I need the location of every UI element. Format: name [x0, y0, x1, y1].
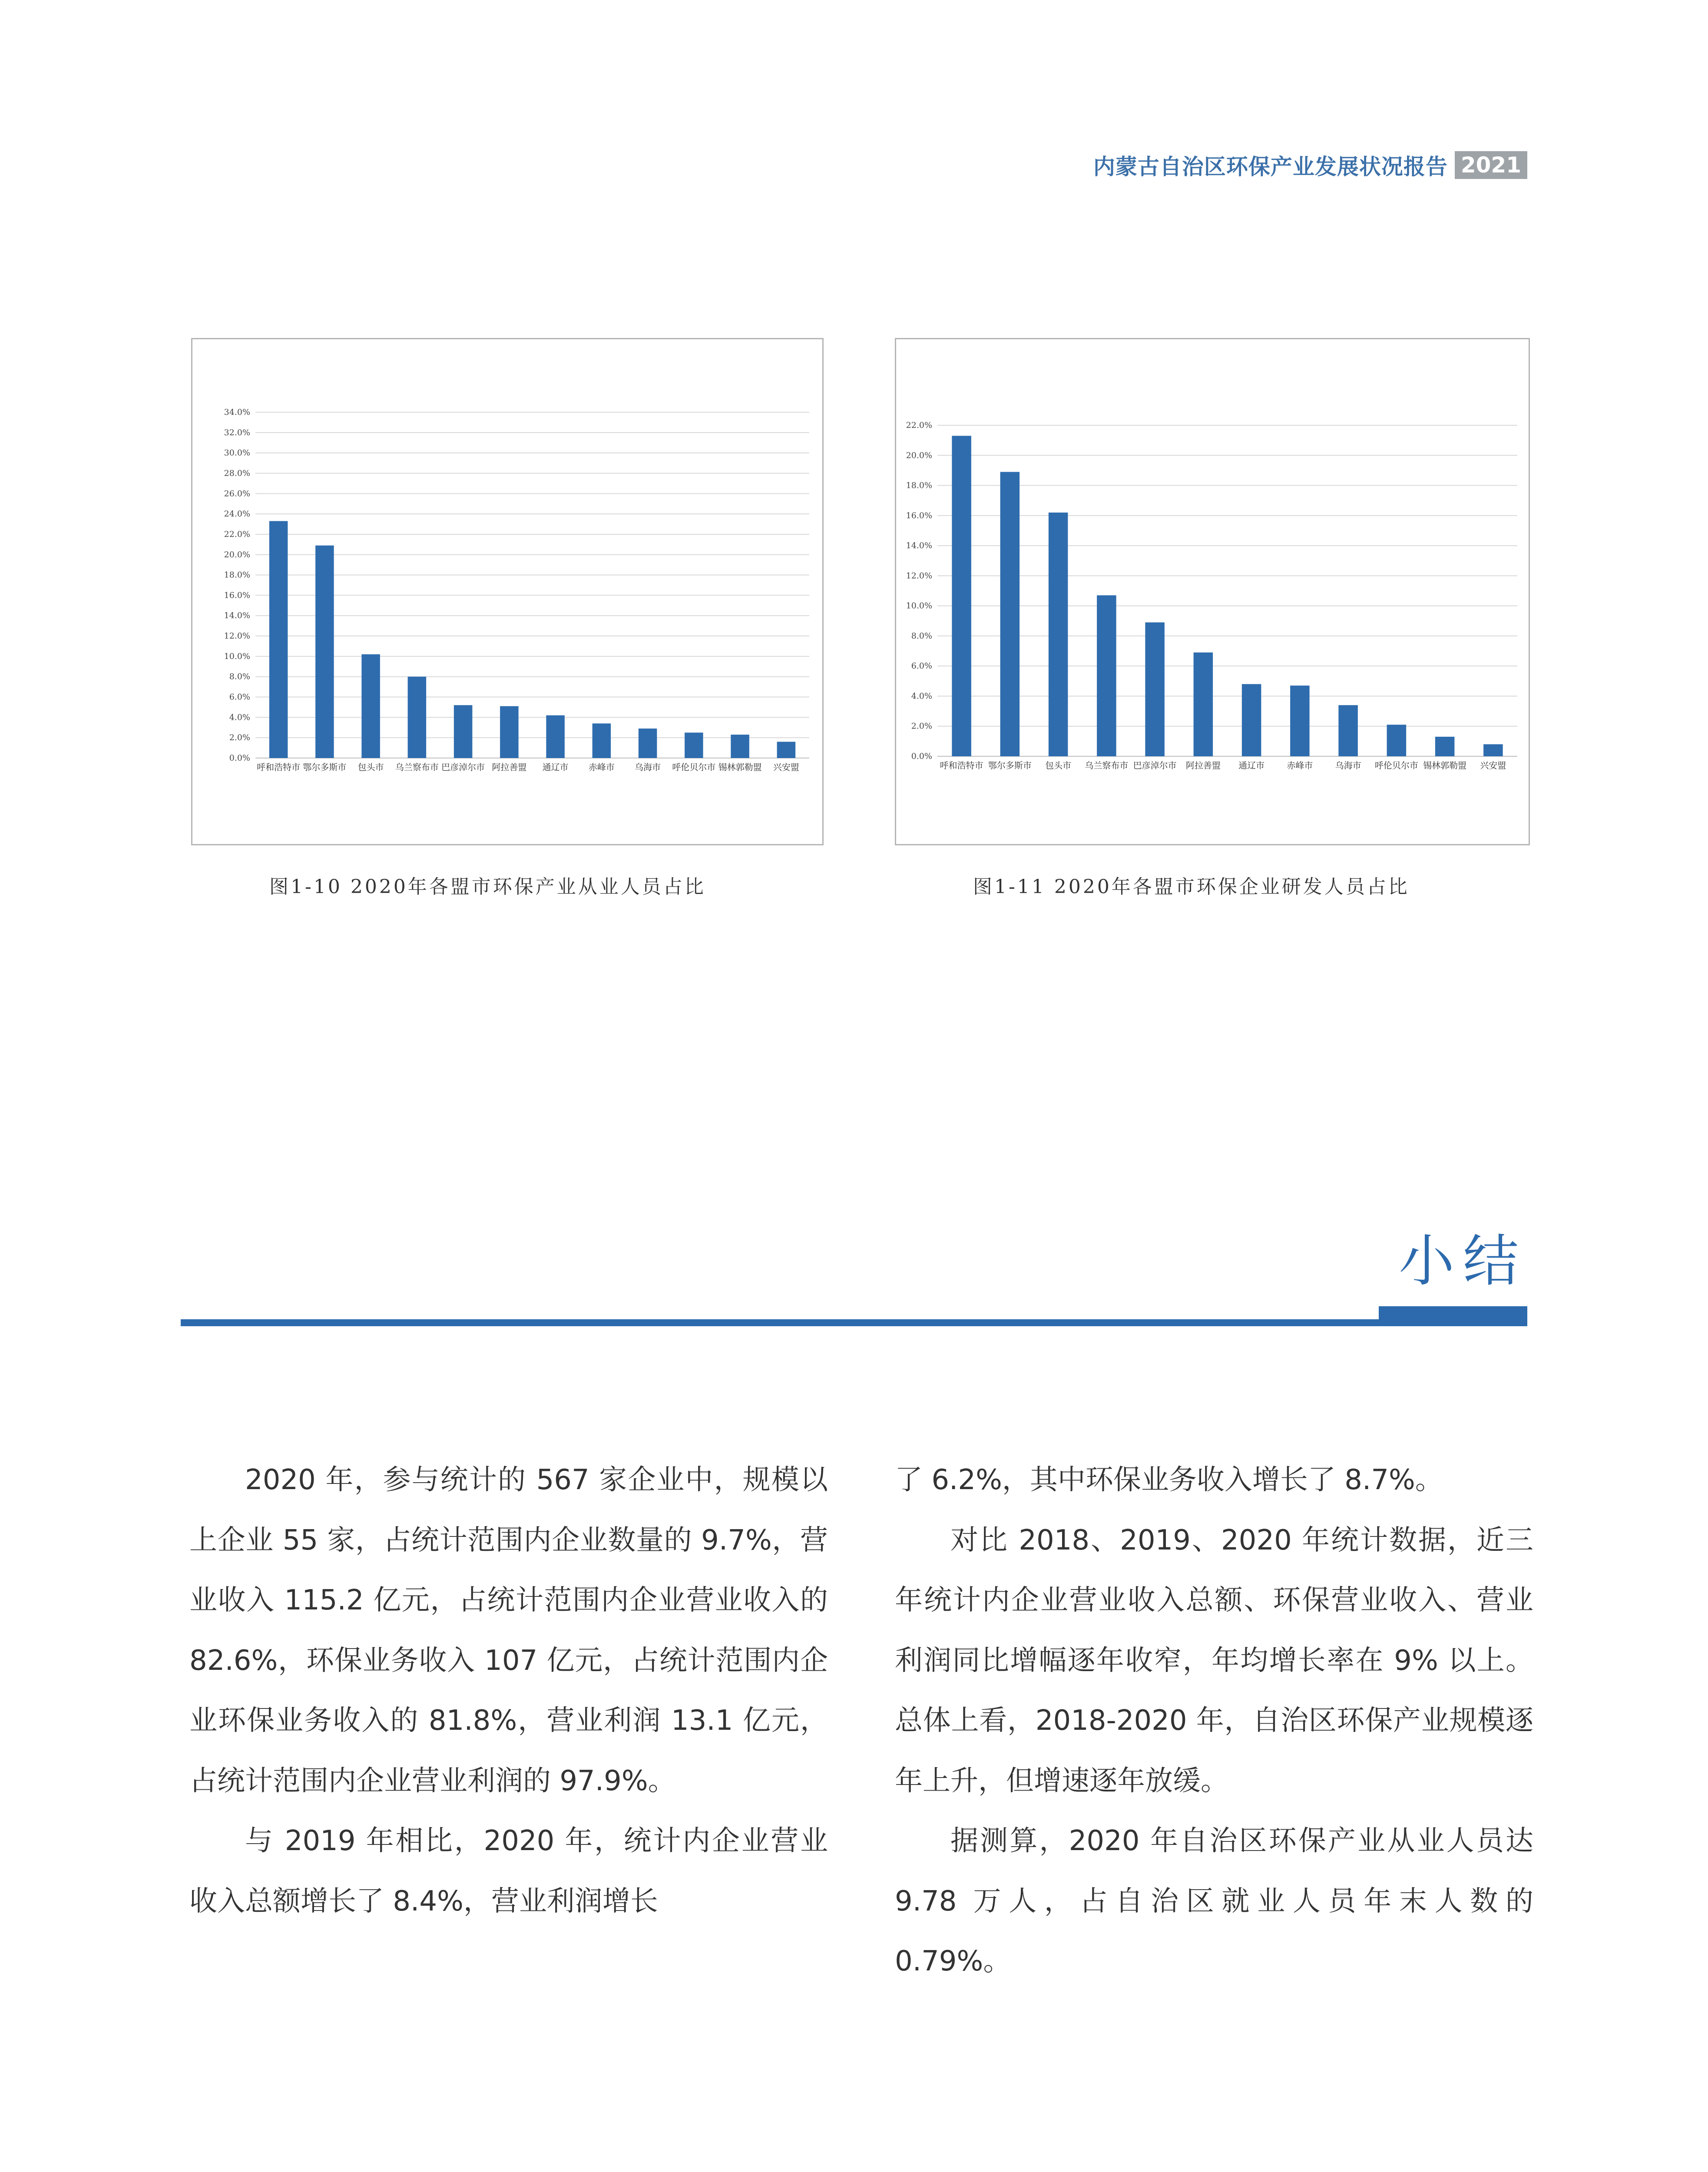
bar: [685, 732, 703, 758]
x-tick-label: 通辽市: [542, 762, 569, 772]
bar: [500, 706, 519, 758]
bar: [546, 715, 565, 758]
x-tick-label: 锡林郭勒盟: [1423, 760, 1467, 771]
bar: [777, 742, 796, 758]
y-tick-label: 22.0%: [906, 420, 932, 430]
x-tick-label: 阿拉善盟: [492, 762, 527, 772]
x-tick-label: 呼和浩特市: [940, 760, 983, 771]
bar: [593, 723, 611, 758]
y-tick-label: 18.0%: [906, 480, 932, 490]
bar: [408, 677, 427, 758]
y-tick-label: 20.0%: [224, 550, 250, 560]
report-title: 内蒙古自治区环保产业发展状况报告: [1093, 154, 1448, 179]
y-tick-label: 8.0%: [229, 672, 250, 682]
y-tick-label: 10.0%: [906, 601, 932, 611]
y-tick-label: 16.0%: [906, 510, 932, 520]
bar: [1338, 705, 1358, 756]
x-tick-label: 乌海市: [1335, 760, 1361, 771]
y-tick-label: 18.0%: [224, 570, 250, 580]
y-tick-label: 12.0%: [224, 631, 250, 641]
bar: [952, 436, 971, 756]
y-tick-label: 6.0%: [229, 692, 250, 702]
x-tick-label: 赤峰市: [588, 762, 615, 772]
x-tick-label: 通辽市: [1238, 760, 1265, 771]
bar: [1483, 744, 1503, 756]
y-tick-label: 22.0%: [224, 529, 250, 539]
body-column-left: [189, 1450, 828, 1931]
bar: [454, 705, 473, 758]
bar: [1145, 622, 1165, 756]
running-header: [956, 148, 1527, 182]
bar: [639, 728, 657, 758]
figure-caption-1-11: 图1-11 2020年各盟市环保企业研发人员占比: [973, 876, 1410, 898]
chart-rd-staff-share: [896, 339, 1529, 844]
bar: [1000, 472, 1020, 756]
x-tick-label: 巴彦淖尔市: [441, 762, 485, 772]
y-tick-label: 12.0%: [906, 571, 932, 581]
bar: [315, 546, 334, 758]
paragraph: 据测算，2020 年自治区环保产业从业人员达 9.78 万人，占自治区就业人员年末人数的 0.79%。: [895, 1825, 1533, 1977]
bar: [1097, 595, 1116, 756]
x-tick-label: 鄂尔多斯市: [303, 762, 347, 772]
bar: [361, 654, 380, 758]
chart-employees-share: [192, 339, 822, 844]
paragraph: 与 2019 年相比，2020 年，统计内企业营业收入总额增长了 8.4%，营业利润增长: [189, 1825, 828, 1917]
y-tick-label: 10.0%: [224, 651, 250, 661]
x-tick-label: 呼伦贝尔市: [672, 762, 716, 772]
y-tick-label: 16.0%: [224, 590, 250, 600]
chart-2-frame: [895, 338, 1530, 845]
y-tick-label: 32.0%: [224, 427, 250, 437]
section-divider: [181, 1319, 1527, 1326]
paragraph: 2020 年，参与统计的 567 家企业中，规模以上企业 55 家，占统计范围内企业数量的 9.7%，营业收入 115.2 亿元，占统计范围内企业营业收入的 82.6%，环保业务收入 107 亿元，占统计范围内企业环保业务收入的 81.8%，营业利润 13.1 亿元，占统计范围内企业营业利润的 97.9%。: [189, 1464, 828, 1797]
report-year-badge: 2021: [1455, 151, 1527, 179]
x-tick-label: 呼伦贝尔市: [1374, 760, 1418, 771]
y-tick-label: 24.0%: [224, 509, 250, 519]
x-tick-label: 包头市: [1045, 760, 1072, 771]
section-divider-accent: [1379, 1306, 1527, 1326]
y-tick-label: 34.0%: [224, 407, 250, 417]
x-tick-label: 乌兰察布市: [395, 762, 439, 772]
bar: [1049, 513, 1068, 756]
y-tick-label: 0.0%: [911, 752, 932, 761]
x-tick-label: 兴安盟: [773, 762, 799, 772]
y-tick-label: 30.0%: [224, 448, 250, 458]
body-column-right: [895, 1450, 1533, 1992]
bar: [1194, 652, 1213, 756]
y-tick-label: 28.0%: [224, 468, 250, 478]
y-tick-label: 4.0%: [911, 691, 932, 701]
x-tick-label: 巴彦淖尔市: [1133, 760, 1177, 771]
x-tick-label: 赤峰市: [1287, 760, 1313, 771]
y-tick-label: 14.0%: [906, 541, 932, 551]
x-tick-label: 兴安盟: [1480, 760, 1506, 771]
x-tick-label: 包头市: [357, 762, 384, 772]
y-tick-label: 8.0%: [911, 631, 932, 641]
y-tick-label: 6.0%: [911, 661, 932, 671]
y-tick-label: 4.0%: [229, 712, 250, 722]
figure-caption-1-10: 图1-10 2020年各盟市环保产业从业人员占比: [269, 876, 706, 898]
x-tick-label: 乌兰察布市: [1085, 760, 1129, 771]
y-tick-label: 14.0%: [224, 611, 250, 621]
y-tick-label: 2.0%: [911, 721, 932, 731]
bar: [269, 521, 288, 758]
bar: [1387, 725, 1407, 756]
paragraph: 对比 2018、2019、2020 年统计数据，近三年统计内企业营业收入总额、环保营业收入、营业利润同比增幅逐年收窄，年均增长率在 9% 以上。总体上看，2018-2020 年，自治区环保产业规模逐年上升，但增速逐年放缓。: [895, 1524, 1533, 1797]
y-tick-label: 2.0%: [229, 733, 250, 743]
chart-1-frame: [191, 338, 824, 845]
x-tick-label: 锡林郭勒盟: [718, 762, 762, 772]
x-tick-label: 呼和浩特市: [257, 762, 301, 772]
y-tick-label: 0.0%: [229, 753, 250, 763]
x-tick-label: 鄂尔多斯市: [988, 760, 1032, 771]
bar: [1290, 685, 1310, 756]
section-title: 小结: [1398, 1229, 1527, 1294]
bar: [1242, 684, 1261, 756]
bar: [731, 735, 749, 758]
bar: [1435, 737, 1455, 756]
y-tick-label: 26.0%: [224, 489, 250, 499]
y-tick-label: 20.0%: [906, 450, 932, 460]
paragraph-continuation: 了 6.2%，其中环保业务收入增长了 8.7%。: [895, 1464, 1443, 1496]
x-tick-label: 乌海市: [635, 762, 661, 772]
x-tick-label: 阿拉善盟: [1185, 760, 1221, 771]
